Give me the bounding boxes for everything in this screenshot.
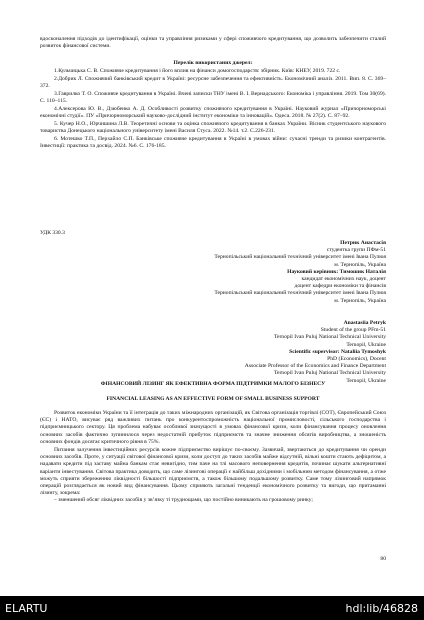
author-line: м. Тернопіль, Україна — [334, 297, 386, 304]
footer-handle-link[interactable]: hdl:lib/46828 — [345, 602, 418, 615]
author-line: Ternopil, Ukraine — [346, 341, 386, 348]
reference-item: 1.Кульчицька С. В. Споживче кредитування і його вплив на фінанси домогосподарств: збірник. Київ: КНЕУ, 2019. 722 с. — [54, 68, 341, 74]
author-line: доцент кафедри економіки та фінансів — [294, 283, 386, 290]
references-heading: Перелік використаних джерел: — [173, 60, 253, 66]
body-paragraph: Питання залучення інвестиційних ресурсів кожне підприємство вирішує по-своєму. Зазвичай, звертаються до кредитування чи оренди основних засобів. Проте, у ситуації світової фінансової кризи, коли доступ до таких засобів майже відсутній, вільні кошти стають дефіцитом, а надавати кредити під заставу майна банкам стає невигідно, тим паче на тлі масового неповернення кредитів, починає шукати альтернативні варіанти інвестування. Світова практика доводить, що саме лізингові операції є найбільш дохідними і мобільним методом фінансування, а отже можуть сприяти збереженню ліквідності більшості підприємств, а також більшому подальшому розвитку. Саме тому лізинговий напрямок операцій розглядається як новий вид фінансування. Цьому сприяють загальні тенденції економічного розвитку та вигоди, що притаманні лізингу, зокрема: — [40, 447, 386, 497]
title-en: FINANCIAL LEASING AS AN EFFECTIVE FORM OF SMALL BUSINESS SUPPORT — [106, 396, 320, 402]
reference-item: 2.Добрик Л. Споживчий банківський кредит в Україні: ресурсне забезпечення та ефективність. Економічний аналіз. 2011. Вип. 8. С. 369–372. — [40, 75, 386, 89]
supervisor-name-ua: Науковий керівник: Тимошик Наталія — [287, 268, 386, 275]
reference-item: 4.Алексерова Ю. В., Дзюбенко А. Д. Особливості розвитку споживчого кредитування в Україні. Науковий журнал «Причорноморські економічні студії». ПУ «Причорноморський науково-дослідний інститут економіки та інновацій». Одеса. 2018. № 27(2). С. 87–92. — [40, 105, 386, 119]
top-paragraph: вдосконалення підходів до ідентифікації, оцінки та управління ризиками у сфері споживчого кредитування, що дозволить забезпечити сталий розвиток фінансової системи. — [40, 36, 386, 50]
article-body — [40, 410, 386, 505]
reference-item: 6. Мотешко Т.П., Перхайло С.П. Банківське споживче кредитування в Україні в умовах війни: сучасні тренди та ризики контрагентів. Інвестиції: практика та досвід. 2024. №6. С. 176-185. — [40, 135, 386, 149]
title-ua: ФІНАНСОВИЙ ЛІЗИНГ ЯК ЕФЕКТИВНА ФОРМА ПІДТРИМКИ МАЛОГО БІЗНЕСУ — [100, 381, 326, 387]
author-line: м. Тернопіль, Україна — [334, 261, 386, 268]
author-line: Ternopil Ivan Puluj National Technical University — [273, 334, 386, 341]
author-block-en — [100, 320, 386, 385]
author-block-ua — [100, 240, 386, 305]
body-paragraph: Розвиток економіки України та її інтеграція до таких міжнародних організацій, як Світова організація торгівлі (СОТ), Європейський Союз (ЄС) і НАТО, висуває ряд важливих питань про конкурентоспроможність національної промисловості, сільського господарства і підприємницького сектору. Ця проблема набуває особливої значущості в умовах фінансової кризи, коли фінансування процесу оновлення основних засобів фактично зупинилося через недостатній прибуток підприємств та значне зниження обсягів виробництва, а зношеність основних фондів досягає критичного рівня в 75%. — [40, 410, 386, 445]
supervisor-name-en: Scientific supervisor: Nataliia Tymoshyk — [289, 348, 386, 355]
author-name-en: Anastasiia Petryk — [343, 320, 386, 326]
author-line: Тернопільський національний технічний університет імені Івана Пулюя — [214, 290, 386, 297]
author-line: Ternopil, Ukraine — [346, 377, 386, 384]
reference-item: 3.Гаврилко Т. О. Споживче кредитування в Україні. Вчені записки ТНУ імені В. І. Вернадського: Економіка і управління. 2019. Том 30(69). С. 110–115. — [40, 90, 386, 104]
page-number: 80 — [380, 556, 386, 562]
author-line: Associate Professor of the Economics and Finance Department — [244, 363, 386, 370]
author-line: Тернопільський національний технічний університет імені Івана Пулюя — [214, 254, 386, 261]
udc-code: УДК 330.3 — [40, 230, 65, 236]
author-line: студентка групи ПФм-51 — [326, 247, 386, 254]
author-line: кандидат економічних наук, доцент — [301, 276, 386, 283]
body-paragraph: – зменшений обсяг ліквідних засобів у зв’язку ті труднощами, що постійно виникають на грошовому ринку; — [54, 497, 313, 504]
author-line: Ternopil Ivan Puluj National Technical University — [273, 370, 386, 377]
reference-item: 5. Кучер Н.О., Юрчишина Л.В. Теоретичні основи та оцінка споживчого кредитування в банках України. Вісник студентського наукового товариства Донецького національного університету імені Василя Стуса. 2022. №14. т.2. С.226-231. — [40, 120, 386, 134]
footer-left-label: ELARTU — [5, 602, 48, 615]
author-line: PhD (Economics), Docent — [327, 356, 386, 363]
footer-bar — [0, 596, 424, 620]
references-list — [40, 68, 386, 151]
author-name-ua: Петрик Анастасія — [340, 240, 386, 246]
author-line: Student of the group PFm-51 — [320, 327, 386, 334]
